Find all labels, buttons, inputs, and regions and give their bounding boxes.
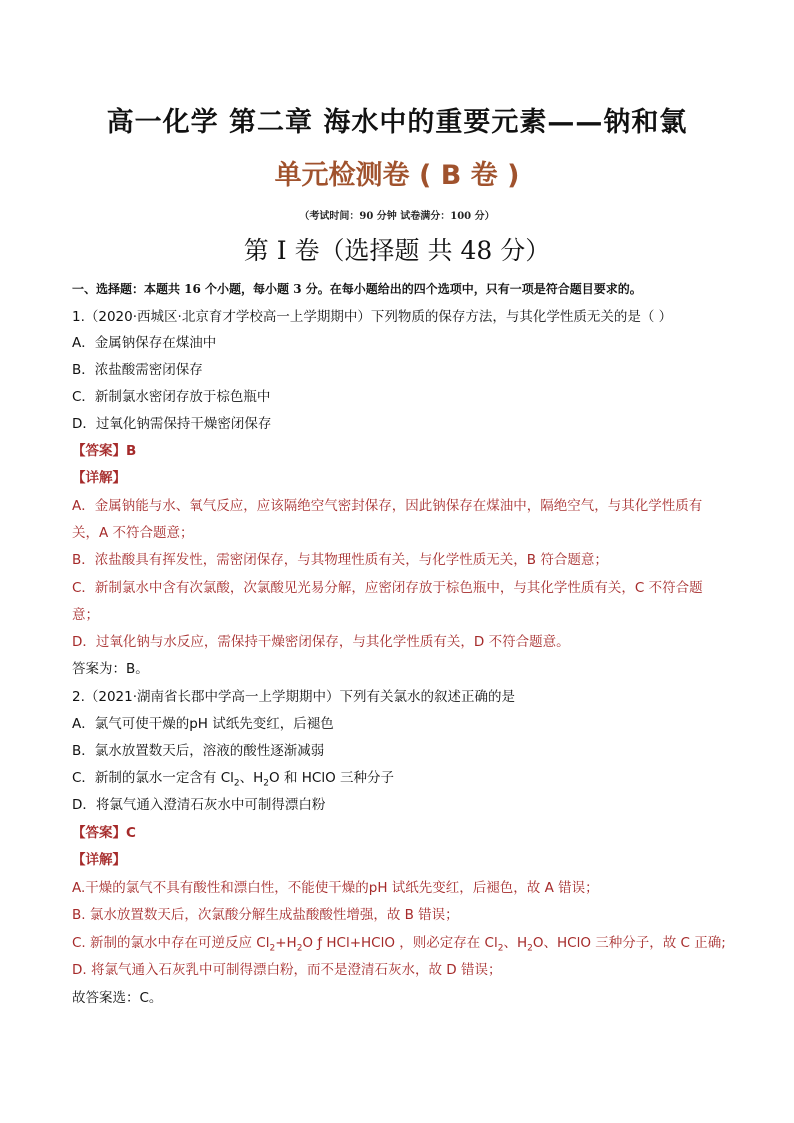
q2-option-d: D．将氯气通入澄清石灰水中可制得漂白粉	[72, 797, 326, 813]
q2-final-answer: 故答案选：C。	[72, 990, 163, 1006]
q2-explanation-d: D. 将氯气通入石灰乳中可制得漂白粉，而不是澄清石灰水，故 D 错误；	[72, 962, 502, 978]
q2-stem: 2.（2021·湖南省长郡中学高一上学期期中）下列有关氯水的叙述正确的是	[72, 689, 516, 705]
q2-option-c	[72, 766, 394, 789]
section-instruction: 一、选择题：本题共 16 个小题，每小题 3 分。在每小题给出的四个选项中，只有一项是符合题目要求的。	[72, 282, 642, 296]
q1-explanation-line: B．浓盐酸具有挥发性，需密闭保存，与其物理性质有关，与化学性质无关，B 符合题意；	[72, 552, 608, 568]
q2-answer: 【答案】C	[72, 825, 136, 841]
q1-option-d: D．过氧化钠需保持干燥密闭保存	[72, 416, 272, 432]
q2-explanation-a: A.干燥的氯气不具有酸性和漂白性，不能使干燥的pH 试纸先变红，后褪色，故 A 错误；	[72, 880, 599, 896]
q2-explanation-c-text: O、HClO 三种分子，故 C 正确;	[532, 935, 726, 951]
subscript: 2	[497, 943, 504, 954]
q2-explanation-c	[72, 931, 726, 954]
q1-explanation-line: 意；	[72, 607, 99, 623]
q2-explanation-c-text: O ƒ HCl+HClO ，则必定存在 Cl	[302, 935, 498, 951]
q2-detail-label: 【详解】	[72, 852, 126, 868]
subscript: 2	[527, 943, 533, 954]
q2-explanation-c-text: +H	[275, 935, 297, 951]
document-subtitle: 单元检测卷 ( B 卷 )	[274, 160, 520, 191]
subscript: 2	[263, 778, 270, 789]
q2-option-c-text: 、H	[239, 770, 264, 786]
q2-explanation-c-text: C. 新制的氯水中存在可逆反应 Cl	[72, 935, 270, 951]
subscript: 2	[233, 778, 240, 789]
q2-option-a: A．氯气可使干燥的pH 试纸先变红，后褪色	[72, 716, 334, 732]
exam-info: （考试时间：90 分钟 试卷满分：100 分）	[299, 211, 495, 222]
q1-detail-label: 【详解】	[72, 470, 126, 486]
q2-explanation-c-text: 、H	[503, 935, 528, 951]
q1-option-c: C．新制氯水密闭存放于棕色瓶中	[72, 389, 271, 405]
q1-answer: 【答案】B	[72, 443, 137, 459]
q1-explanation-line: D．过氧化钠与水反应，需保持干燥密闭保存，与其化学性质有关，D 不符合题意。	[72, 634, 570, 650]
q1-stem: 1.（2020·西城区·北京育才学校高一上学期期中）下列物质的保存方法，与其化学性质无关的是（ ）	[72, 309, 673, 325]
section-heading: 第 I 卷（选择题 共 48 分）	[243, 236, 551, 265]
q1-explanation-line: A．金属钠能与水、氧气反应，应该隔绝空气密封保存，因此钠保存在煤油中，隔绝空气，与其化学性质有	[72, 498, 703, 514]
q2-option-c-text: C．新制的氯水一定含有 Cl	[72, 770, 234, 786]
q1-explanation-line: C．新制氯水中含有次氯酸，次氯酸见光易分解，应密闭存放于棕色瓶中，与其化学性质有关，C 不符合题	[72, 580, 703, 596]
subscript: 2	[296, 943, 303, 954]
q1-explanation-line: 关，A 不符合题意；	[72, 525, 194, 541]
q2-explanation-b: B. 氯水放置数天后，次氯酸分解生成盐酸酸性增强，故 B 错误；	[72, 907, 459, 923]
q2-option-c-text: O 和 HClO 三种分子	[269, 770, 394, 786]
q1-option-a: A．金属钠保存在煤油中	[72, 335, 217, 351]
q2-option-b: B．氯水放置数天后，溶液的酸性逐渐减弱	[72, 743, 325, 759]
q1-final-answer: 答案为：B。	[72, 661, 149, 677]
document-title: 高一化学 第二章 海水中的重要元素——钠和氯	[106, 107, 688, 138]
q1-option-b: B．浓盐酸需密闭保存	[72, 362, 203, 378]
subscript: 2	[269, 943, 276, 954]
